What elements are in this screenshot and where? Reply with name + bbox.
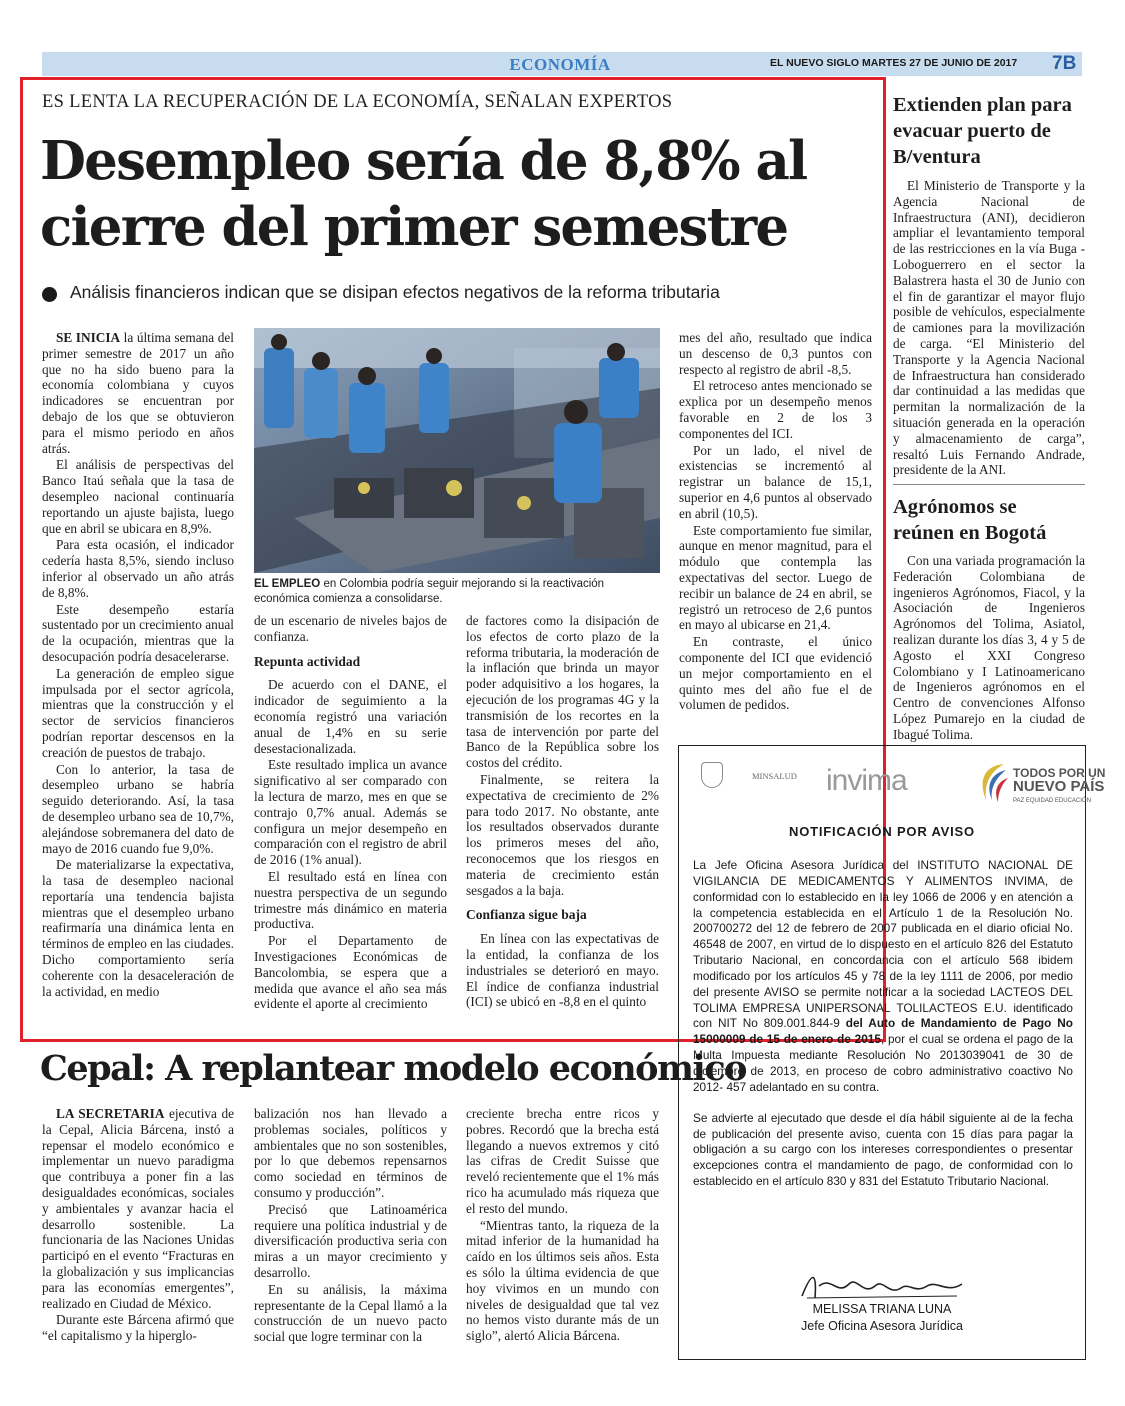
- paragraph: Este desempeño estaría sustentado por un crecimiento anual de la ocupación, mientras que la desocupación podría desacelerarse.: [42, 601, 235, 664]
- newspaper-dateline: EL NUEVO SIGLO MARTES 27 DE JUNIO DE 2017: [770, 57, 1018, 69]
- notice-bold-text: del Auto de Mandamiento de Pago No 15000009 de 15 de enero de 2015: [693, 1016, 1073, 1047]
- paragraph: Precisó que Latinoamérica requiere una política industrial y de diversificación productiva seria con miras a un mayor crecimiento y desarrollo.: [254, 1201, 447, 1280]
- paragraph: Por un lado, el nivel de existencias se incrementó al registrar un balance de 15,1, superior en 4,6 puntos al observado en abril (10,5).: [679, 442, 872, 521]
- paragraph: La generación de empleo sigue impulsada por el sector agrícola, mientras que la construcción y el sector de servicios financieros podrían reportar descensos en la creación de puestos de trabajo.: [42, 665, 234, 760]
- paragraph: “Mientras tanto, la riqueza de la mitad inferior de la humanidad ha caído en los últimos seis años. Esta es sólo la última evidencia de que hoy vivimos en un mundo con niveles de desigualdad que tal vez no hemos visto durante más de un siglo”, alertó Alicia Bárcena.: [466, 1217, 659, 1344]
- paragraph: Para esta ocasión, el indicador cedería hasta 8,5%, siendo incluso inferior al observado un año atrás de 8,8%.: [42, 537, 234, 600]
- sidebar-divider: [893, 484, 1085, 485]
- paragraph: El análisis de perspectivas del Banco Itaú señala que la tasa de desempleo nacional continuaría reportando un ajuste bajista, luego que en abril se ubicara en 8,9%.: [42, 457, 234, 536]
- signer-role: Jefe Oficina Asesora Jurídica: [801, 1319, 963, 1333]
- paragraph: Con lo anterior, la tasa de desempleo urbano se habría seguido deteriorando. Así, la tasa de desempleo urbano sea de 10,7%, alejándose sobremanera del dato de mayo de 2016 cuando fue 9,0%.: [42, 761, 234, 856]
- photo-caption: [254, 577, 654, 606]
- signer-name: MELISSA TRIANA LUNA: [812, 1302, 952, 1316]
- lead-word: LA SECRETARIA: [56, 1106, 165, 1121]
- signature-image: [797, 1266, 967, 1306]
- sidebar-story-title: Extienden plan para evacuar puerto de B/ventura: [893, 94, 1072, 168]
- article-headline: [40, 128, 860, 260]
- notice-text: Se advierte al ejecutado que desde el día hábil siguiente al de la fecha de publicación del presente aviso, cuenta con 15 días para pagar la obligación a su cargo con los intereses correspondientes o presentar excepciones contra el mandamiento de pago, de conformidad con lo establecido en el artículo 830 y 831 del Estatuto Tributario Nacional.: [693, 1110, 1073, 1189]
- tricolor-swoosh-icon: [974, 760, 1010, 804]
- paragraph: El resultado está en línea con nuestra perspectiva de un segundo trimestre más dinámico en materia productiva.: [254, 868, 447, 932]
- logo-line: TODOS POR UN: [1013, 766, 1106, 780]
- headline-line-2: cierre del primer semestre: [40, 196, 788, 258]
- paragraph: balización nos han llevado a problemas sociales, políticos y ambientales que no son sostenibles, por lo que debemos repensarnos como sociedad en términos de consumo y producción”.: [254, 1106, 447, 1200]
- article-kicker: ES LENTA LA RECUPERACIÓN DE LA ECONOMÍA, SEÑALAN EXPERTOS: [42, 92, 673, 112]
- cepal-headline: Cepal: A replantear modelo económico: [40, 1048, 747, 1089]
- article-subtitle: Análisis financieros indican que se disipan efectos negativos de la reforma tributaria: [70, 282, 720, 302]
- paragraph: mes del año, resultado que indica un descenso de 0,3 puntos con respecto al registro de abril -8,5.: [679, 330, 872, 377]
- article-column-4: [679, 330, 872, 714]
- sidebar-story-text: [893, 178, 1085, 479]
- headline-line-1: Desempleo sería de 8,8% al: [40, 130, 807, 192]
- paragraph: El retroceso antes mencionado se explica por un desempeño menos favorable en 2 de los 3 componentes del ICI.: [679, 378, 872, 441]
- minsalud-logo: MINSALUD: [752, 771, 797, 781]
- section-name: ECONOMÍA: [509, 55, 611, 74]
- cepal-column-2: [254, 1106, 447, 1346]
- paragraph: Por el Departamento de Investigaciones Económicas de Bancolombia, se espera que a medida que avance el año sea más evidente el aporte al crecimiento: [254, 933, 447, 1012]
- subheading: Confianza sigue baja: [466, 907, 587, 923]
- subheading: Repunta actividad: [254, 653, 361, 669]
- invima-logo: invima: [826, 764, 907, 797]
- paragraph: de factores como la disipación de los efectos de corto plazo de la reforma tributaria, la moderación de la inflación que brinda un mayor poder adquisitivo a los hogares, la ejecución de los programas 4G y la transmisión de los recortes en la tasa de intervención por parte del Banco de la República sobre los costos del crédito.: [466, 613, 659, 771]
- factory-illustration: [254, 328, 660, 573]
- notice-title: NOTIFICACIÓN POR AVISO: [789, 824, 975, 839]
- paragraph: de un escenario de niveles bajos de confianza.: [254, 613, 447, 644]
- sidebar-story-text: [893, 553, 1085, 744]
- paragraph: De materializarse la expectativa, la tasa de desempleo nacional reportaría una tendencia bajista mientras que el desempleo urbano reafirmaría una dinámica lenta en términos de empleo en las ciudades. Dicho comportamiento sería coherente con la desaceleración de la actividad, en medio: [42, 857, 235, 999]
- paragraph: Durante este Bárcena afirmó que “el capitalismo y la hiperglo-: [42, 1312, 234, 1344]
- paragraph: ejecutiva de la Cepal, Alicia Bárcena, instó a repensar el modelo económico e implementar un nuevo paradigma que contribuya a poner fin a las desigualdades económicas, sociales y ambientales y avanzar hacia el desarrollo sostenible. La funcionaria de las Naciones Unidas participó en el evento “Fracturas en la globalización y sus implicancias para las economías emergentes”, realizado en Ciudad de México.: [42, 1106, 235, 1311]
- paragraph: Finalmente, se reitera la expectativa de crecimiento de 2% para todo 2017. No obstante, ante los resultados observados durante los primeros meses del año, reconocemos que los riesgos en materia de crecimiento están sesgados a la baja.: [466, 771, 659, 898]
- paragraph: De acuerdo con el DANE, el indicador de seguimiento a la economía registró una variación anual de 1,4% en su serie desestacionalizada.: [254, 677, 447, 756]
- cepal-column-1: [42, 1106, 234, 1345]
- logo-line: NUEVO PAÍS: [1013, 778, 1105, 795]
- page-number: 7B: [1052, 53, 1077, 74]
- lead-word: SE INICIA: [56, 330, 121, 345]
- caption-text: en Colombia podría seguir mejorando si la reactivación económica comienza a consolidarse.: [254, 578, 605, 605]
- legal-notice: [678, 745, 1086, 1360]
- paragraph: En su análisis, la máxima representante de la Cepal llamó a la construcción de un nuevo pacto social que logre terminar con la: [254, 1281, 447, 1345]
- article-column-1: [42, 330, 234, 1000]
- paragraph: Este resultado implica un avance significativo al ser comparado con la lectura de marzo, mes en que se contrajo 0,7% anual. Además se configura un mejor desempeño en comparación con el registro de abril de 2016 (1% anual).: [254, 757, 447, 868]
- notice-text: La Jefe Oficina Asesora Jurídica del INSTITUTO NACIONAL DE VIGILANCIA DE MEDICAMENTOS Y ALIMENTOS INVIMA, de conformidad con lo establecido en la ley 1066 de 2006 y en atención a la competencia establecida en el Artículo 1 de la Resolución No. 200700272 del 12 de febrero de 2007 publicada en el diario oficial No. 46548 de 2007, en virtud de lo dispuesto en el artículo 826 del Estatuto Tributario Nacional, en concordancia con el artículo 568 ibidem modificado por los artículos 45 y 78 de la ley 1111 de 2006, por medio del presente AVISO se permite notificar a la sociedad LACTEOS DEL TOLIMA EMPRESA UNIPERSONAL TOLILACTEOS E.U. identificado con NIT No 809.001.844-9: [693, 858, 1073, 1031]
- paragraph: El Ministerio de Transporte y la Agencia Nacional de Infraestructura (ANI), decidieron ampliar el levantamiento temporal de las restricciones en la vía Buga - Loboguerrero en el sector la Balastrera hasta el 30 de Junio con el fin de garantizar el mayor flujo posible de vehículos, especialmente de camiones para la movilización de carga. “El Ministerio del Transporte y la Agencia Nacional de Infraestructura han considerado dar continuidad a las medidas que permitan la normalización de la situación generada en la operación y almacenamiento de carga”, resaltó Luis Fernando Andrade, presidente de la ANI.: [893, 178, 1085, 478]
- paragraph: creciente brecha entre ricos y pobres. Recordó que la brecha está llegando a nuevos extremos y citó las cifras de Credit Suisse que reveló recientemente que el 1% más rico ha acumulado más riqueza que el resto del mundo.: [466, 1106, 659, 1216]
- notice-text: , por el cual se ordena el pago de la Multa Impuesta mediante Resolución No 2013039041 de 30 de diciembre de 2013, en proceso de cobro administrativo coactivo No 2012- 457 adelantado en su contra.: [693, 1032, 1073, 1094]
- paragraph: Este comportamiento fue similar, aunque en menor magnitud, para el módulo que contempla las expectativas del sector. Luego de recibir un balance de 24 en abril, se registró un retroceso de 2,6 puntos en mayo al ubicarse en 21,4.: [679, 522, 872, 633]
- notice-body: [693, 858, 1073, 1205]
- article-column-3: [466, 613, 659, 1011]
- todos-por-un-nuevo-pais-logo: [1013, 766, 1105, 808]
- factory-workers-photo: [254, 328, 660, 573]
- bullet-icon: [42, 287, 57, 302]
- paragraph: la última semana del primer semestre de 2017 un año que no ha sido bueno para la economía colombiana y cuyos indicadores se encuentran por debajo de los que se obtuvieron para el mismo periodo en años atrás.: [42, 330, 234, 456]
- caption-lead: EL EMPLEO: [254, 578, 321, 590]
- colombia-seal-icon: [701, 762, 723, 788]
- paragraph: En línea con las expectativas de la entidad, la confianza de los industriales se deterioró en mayo. El índice de confianza industrial (ICI) se ubicó en -8,8 en el quinto: [466, 931, 659, 1010]
- cepal-column-3: [466, 1106, 659, 1345]
- sidebar-story-title: Agrónomos se reúnen en Bogotá: [893, 496, 1047, 544]
- paragraph: Con una variada programación la Federación Colombiana de ingenieros Agrónomos, Fiacol, y la Asociación de Ingenieros Agrónomos del Tolima, Asiatol, realizan durante los días 3, 4 y 5 de Agosto el XXI Congreso Colombiano y I Latinoamericano de Ingenieros agrónomos en el Centro de convenciones Alfonso López Pumarejo en la ciudad de Ibagué Tolima.: [893, 553, 1085, 742]
- paragraph: En contraste, el único componente del ICI que evidenció un mejor comportamiento en el quinto mes del año fue el de volumen de pedidos.: [679, 634, 872, 713]
- article-column-2: [254, 613, 447, 1013]
- logo-line: PAZ EQUIDAD EDUCACIÓN: [1013, 798, 1091, 804]
